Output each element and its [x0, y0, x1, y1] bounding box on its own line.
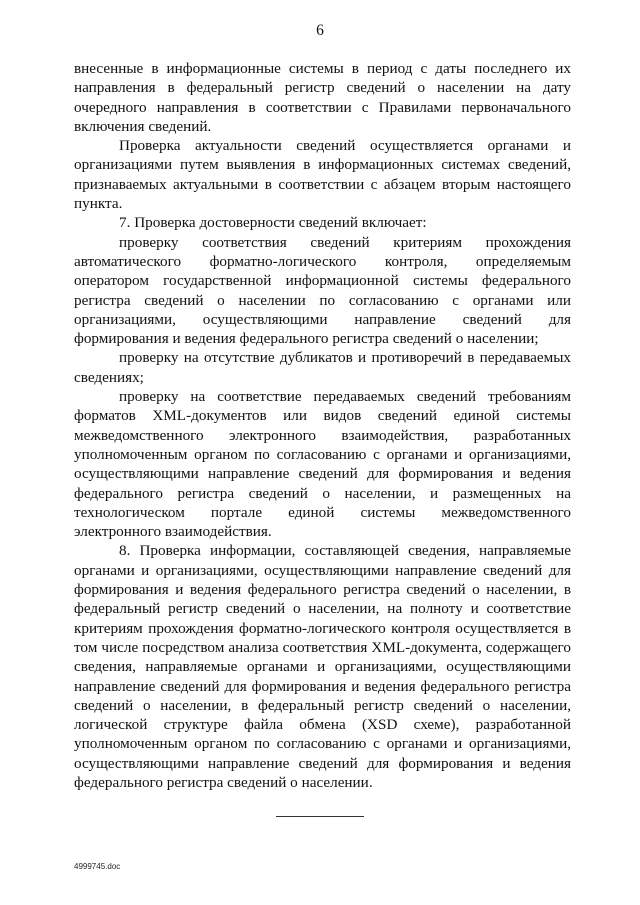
end-rule: [276, 816, 364, 817]
paragraph-xml-format-check: проверку на соответствие передаваемых сведений требованиям форматов XML-документов или видов сведений единой системы межведомственного электронного взаимодействия, разработанных уполномоченным органом по согласованию с органами и организациями, осуществляющими направление сведений для формирования и ведения федерального регистра сведений о населении, и размещенных на технологическом портале единой системы межведомственного электронного взаимодействия.: [74, 388, 571, 541]
footer-filename: 4999745.doc: [74, 862, 121, 871]
paragraph-item-7-heading: 7. Проверка достоверности сведений включает:: [119, 214, 427, 232]
paragraph-duplicates-check: проверку на отсутствие дубликатов и противоречий в передаваемых сведениях;: [74, 349, 571, 386]
page-number: 6: [316, 22, 324, 39]
paragraph-continuation: внесенные в информационные системы в период с даты последнего их направления в федеральный регистр сведений о населении на дату очередного направления в соответствии с Правилами первоначального включения сведений.: [74, 60, 571, 135]
paragraph-actuality-check: Проверка актуальности сведений осуществляется органами и организациями путем выявления в информационных системах сведений, признаваемых актуальными в соответствии с абзацем вторым настоящего пункта.: [74, 137, 571, 213]
paragraph-criteria-check: проверку соответствия сведений критериям прохождения автоматического форматно-логического контроля, определяемым оператором государственной информационной системы федерального регистра сведений о населении по согласованию с органами или организациями, осуществляющими направление сведений для формирования и ведения федерального регистра сведений о населении;: [74, 233, 571, 348]
paragraph-item-8: 8. Проверка информации, составляющей сведения, направляемые органами и организациями, осуществляющими направление сведений для формирования и ведения федерального регистра сведений о населении, в федеральный регистр сведений о населении, на полноту и соответствие критериям прохождения форматно-логического контроля осуществляется в том числе посредством анализа соответствия XML-документа, содержащего сведения, направляемые органами и организациями, осуществляющими направление сведений для формирования и ведения федерального регистра сведений о населении, в федеральный регистр сведений о населении, логической структуре файла обмена (XSD схеме), разработанной уполномоченным органом по согласованию с органами и организациями, осуществляющими направление сведений для формирования и ведения федерального регистра сведений о населении.: [74, 542, 571, 791]
document-body: [74, 59, 571, 792]
